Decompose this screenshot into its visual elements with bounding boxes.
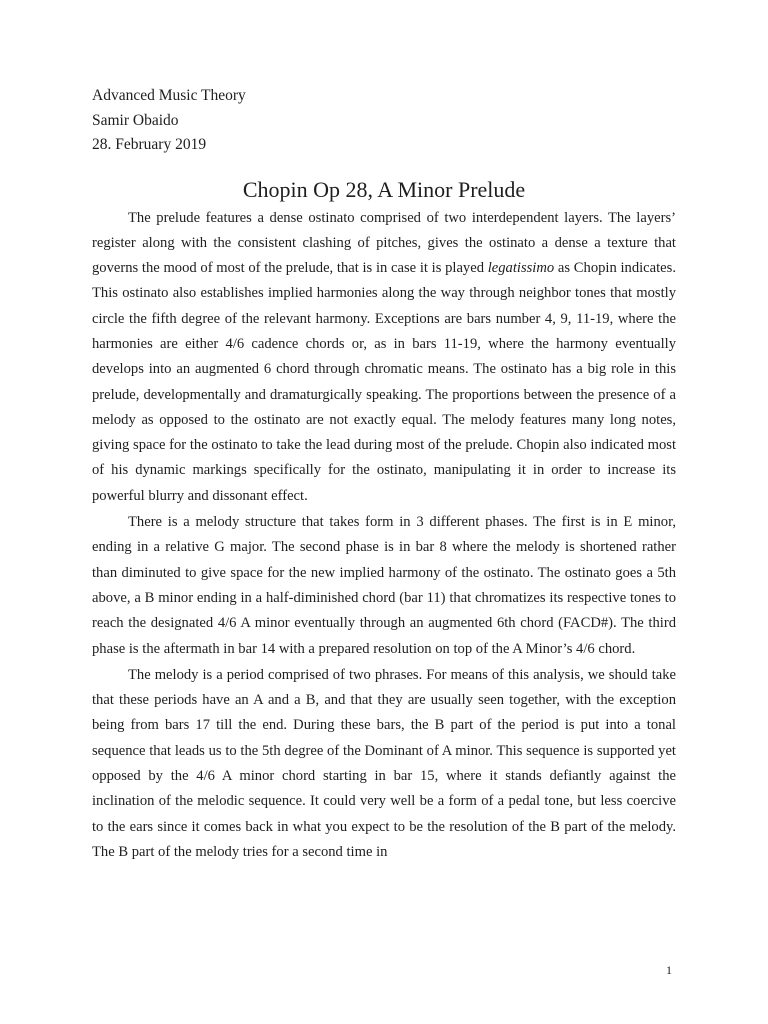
paragraph-1-text-before: The prelude features a dense ostinato comprised of two interdependent layers. The layers’ register along with the consistent clashing of pitches, gives the ostinato a dense a texture that governs the mood of most of the prelude, that is in case it is played xyxy=(92,209,676,277)
document-title: Chopin Op 28, A Minor Prelude xyxy=(242,176,526,202)
paragraph-1-emphasis: legatissimo xyxy=(487,260,555,277)
page-number: 1 xyxy=(666,963,672,977)
paragraph-1 xyxy=(92,206,676,510)
author-name: Samir Obaido xyxy=(92,111,179,129)
document-date: 28. February 2019 xyxy=(92,136,207,153)
course-name: Advanced Music Theory xyxy=(92,87,246,104)
paragraph-3: The melody is a period comprised of two phrases. For means of this analysis, we should take that these periods have an A and a B, and that they are usually seen together, with the exception being from bars 17 till the end. During these bars, the B part of the period is put into a tonal sequence that leads us to the 5th degree of the Dominant of A minor. This sequence is supported yet opposed by the 4/6 A minor chord starting in bar 15, where it stands defiantly against the inclination of the melodic sequence. It could very well be a form of a pedal tone, but less coercive to the ears since it comes back in what you expect to be the resolution of the B part of the melody. The B part of the melody tries for a second time in xyxy=(92,666,676,860)
paragraph-1-text-after: as Chopin indicates. This ostinato also establishes implied harmonies along the way through neighbor tones that mostly circle the fifth degree of the relevant harmony. Exceptions are bars number 4, 9, 11-19, where the harmonies are either 4/6 cadence chords or, as in bars 11-19, where the harmony eventually develops into an augmented 6 chord through chromatic means. The ostinato has a big role in this prelude, developmentally and dramaturgically speaking. The proportions between the presence of a melody as opposed to the ostinato are not exactly equal. The melody features many long notes, giving space for the ostinato to take the lead during most of the prelude. Chopin also indicated most of his dynamic markings specifically for the ostinato, manipulating it in order to increase its powerful blurry and dissonant effect. xyxy=(92,260,676,504)
paragraph-2: There is a melody structure that takes form in 3 different phases. The first is in E minor, ending in a relative G major. The second phase is in bar 8 where the melody is shortened rather than diminuted to give space for the new implied harmony of the ostinato. The ostinato goes a 5th above, a B minor ending in a half-diminished chord (bar 11) that chromatizes its respective tones to reach the designated 4/6 A minor eventually through an augmented 6th chord (FACD#). The third phase is the aftermath in bar 14 with a prepared resolution on top of the A Minor’s 4/6 chord. xyxy=(92,514,676,657)
document-page xyxy=(92,84,676,865)
